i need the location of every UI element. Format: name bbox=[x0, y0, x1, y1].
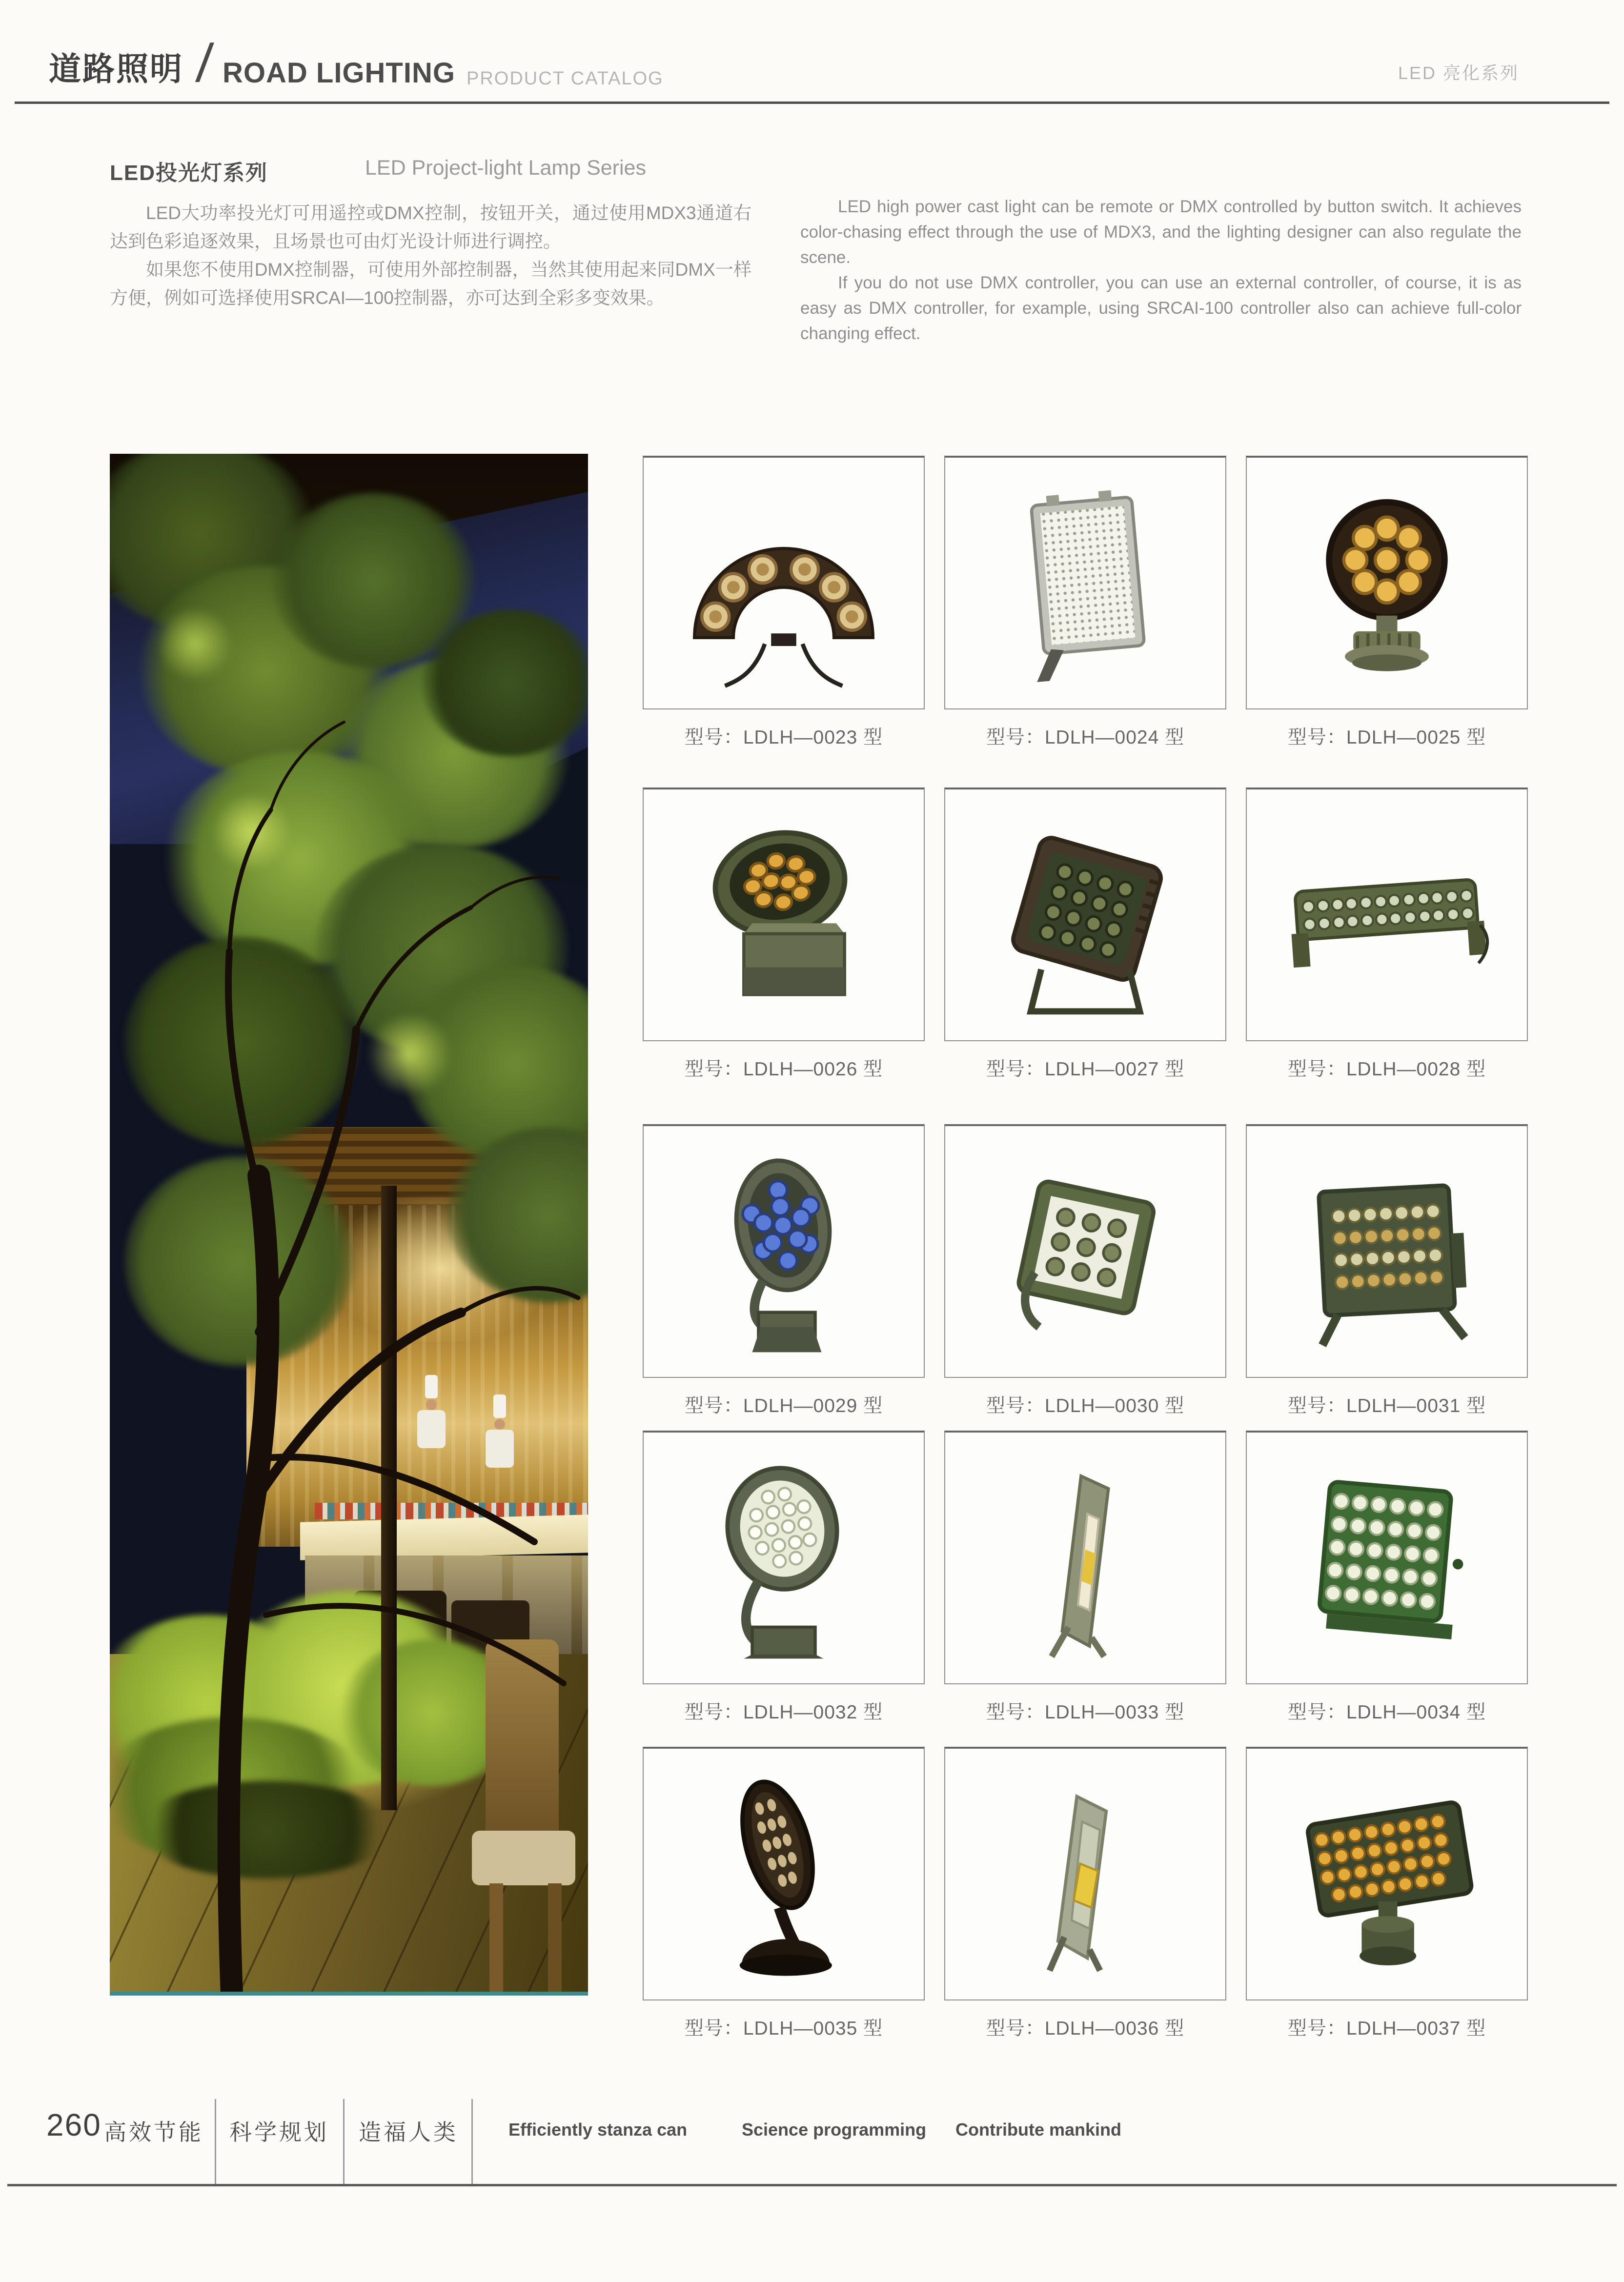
product-card bbox=[1246, 788, 1528, 1081]
product-image-ldlh-0036 bbox=[980, 1767, 1190, 1981]
product-card bbox=[643, 788, 925, 1081]
page-number: 260 bbox=[46, 2107, 102, 2142]
product-image-ldlh-0023 bbox=[679, 476, 889, 690]
product-image-ldlh-0027 bbox=[980, 808, 1190, 1022]
section-title-cn: LED投光灯系列 bbox=[110, 161, 268, 185]
footer-slogan-cn-2: 科学规划 bbox=[229, 2120, 329, 2145]
intro-paragraphs-en bbox=[800, 194, 1522, 346]
product-image-ldlh-0030 bbox=[980, 1144, 1190, 1359]
product-caption: 型号：LDLH—0026 型 bbox=[684, 1059, 883, 1080]
product-caption: 型号：LDLH—0033 型 bbox=[986, 1702, 1185, 1723]
intro-en-paragraph-1: LED high power cast light can be remote or DMX controlled by button switch. It achieves color-chasing effect through the use of MDX3, and the lighting designer can also regulate the scene. bbox=[800, 197, 1522, 267]
product-card bbox=[1246, 1747, 1528, 2040]
product-card bbox=[643, 1747, 925, 2040]
product-caption: 型号：LDLH—0030 型 bbox=[986, 1395, 1185, 1416]
product-image-ldlh-0029 bbox=[679, 1144, 889, 1359]
product-caption: 型号：LDLH—0025 型 bbox=[1287, 727, 1486, 748]
footer-slogan-en-3: Contribute mankind bbox=[955, 2120, 1121, 2140]
product-image-ldlh-0024 bbox=[980, 476, 1190, 690]
product-caption: 型号：LDLH—0028 型 bbox=[1287, 1059, 1486, 1080]
header-rule bbox=[15, 101, 1609, 104]
header-subtitle: PRODUCT CATALOG bbox=[467, 68, 664, 89]
header-slash: / bbox=[194, 33, 216, 93]
product-caption: 型号：LDLH—0037 型 bbox=[1287, 2018, 1486, 2039]
product-caption: 型号：LDLH—0029 型 bbox=[684, 1395, 883, 1416]
intro-cn-paragraph-2: 如果您不使用DMX控制器，可使用外部控制器，当然其使用起来同DMX一样方便，例如可选择使用SRCAI—100控制器，亦可达到全彩多变效果。 bbox=[110, 260, 751, 308]
product-caption: 型号：LDLH—0031 型 bbox=[1287, 1395, 1486, 1416]
product-image-ldlh-0032 bbox=[679, 1451, 889, 1665]
product-image-ldlh-0031 bbox=[1282, 1144, 1492, 1359]
footer-divider bbox=[343, 2099, 345, 2184]
intro-cn-paragraph-1: LED大功率投光灯可用遥控或DMX控制，按钮开关，通过使用MDX3通道右达到色彩追逐效果，且场景也可由灯光设计师进行调控。 bbox=[110, 203, 751, 251]
product-card bbox=[643, 456, 925, 749]
product-caption: 型号：LDLH—0023 型 bbox=[684, 727, 883, 748]
product-caption: 型号：LDLH—0035 型 bbox=[684, 2018, 883, 2039]
product-image-ldlh-0028 bbox=[1282, 808, 1492, 1022]
intro-en-paragraph-2: If you do not use DMX controller, you can use an external controller, of course, it is as easy as DMX controller, for example, using SRCAI-100 controller also can achieve full-color changing effect. bbox=[800, 273, 1522, 343]
footer-slogan-cn-1: 高效节能 bbox=[104, 2120, 203, 2145]
product-card bbox=[944, 788, 1226, 1081]
product-caption: 型号：LDLH—0032 型 bbox=[684, 1702, 883, 1723]
product-card bbox=[643, 1124, 925, 1418]
footer-slogan-en-2: Science programming bbox=[742, 2120, 927, 2140]
product-card bbox=[944, 1747, 1226, 2040]
product-card bbox=[1246, 1431, 1528, 1724]
night-garden-photo bbox=[110, 454, 588, 1996]
product-caption: 型号：LDLH—0024 型 bbox=[986, 727, 1185, 748]
photo-bottom-strip bbox=[110, 1992, 588, 1996]
product-card bbox=[944, 1124, 1226, 1418]
footer-divider bbox=[215, 2099, 216, 2184]
page-title-en: ROAD LIGHTING bbox=[223, 57, 455, 89]
product-image-ldlh-0037 bbox=[1282, 1767, 1492, 1981]
footer-rule bbox=[7, 2184, 1617, 2186]
product-caption: 型号：LDLH—0034 型 bbox=[1287, 1702, 1486, 1723]
product-card bbox=[944, 456, 1226, 749]
product-card bbox=[1246, 456, 1528, 749]
product-card bbox=[643, 1431, 925, 1724]
section-title-en: LED Project-light Lamp Series bbox=[365, 156, 646, 180]
page-title-cn: 道路照明 bbox=[49, 51, 183, 87]
product-card bbox=[944, 1431, 1226, 1724]
footer-slogan-cn-3: 造福人类 bbox=[359, 2120, 458, 2145]
footer-slogan-en-1: Efficiently stanza can bbox=[508, 2120, 688, 2140]
product-image-ldlh-0025 bbox=[1282, 476, 1492, 690]
product-card bbox=[1246, 1124, 1528, 1418]
series-label: LED 亮化系列 bbox=[1398, 63, 1520, 83]
product-image-ldlh-0026 bbox=[679, 808, 889, 1022]
product-image-ldlh-0034 bbox=[1282, 1451, 1492, 1665]
intro-paragraphs-cn bbox=[110, 199, 751, 312]
product-caption: 型号：LDLH—0027 型 bbox=[986, 1059, 1185, 1080]
product-image-ldlh-0033 bbox=[980, 1451, 1190, 1665]
product-caption: 型号：LDLH—0036 型 bbox=[986, 2018, 1185, 2039]
product-image-ldlh-0035 bbox=[679, 1767, 889, 1981]
footer-divider bbox=[471, 2099, 473, 2184]
photo-tree-branches bbox=[110, 454, 588, 1996]
